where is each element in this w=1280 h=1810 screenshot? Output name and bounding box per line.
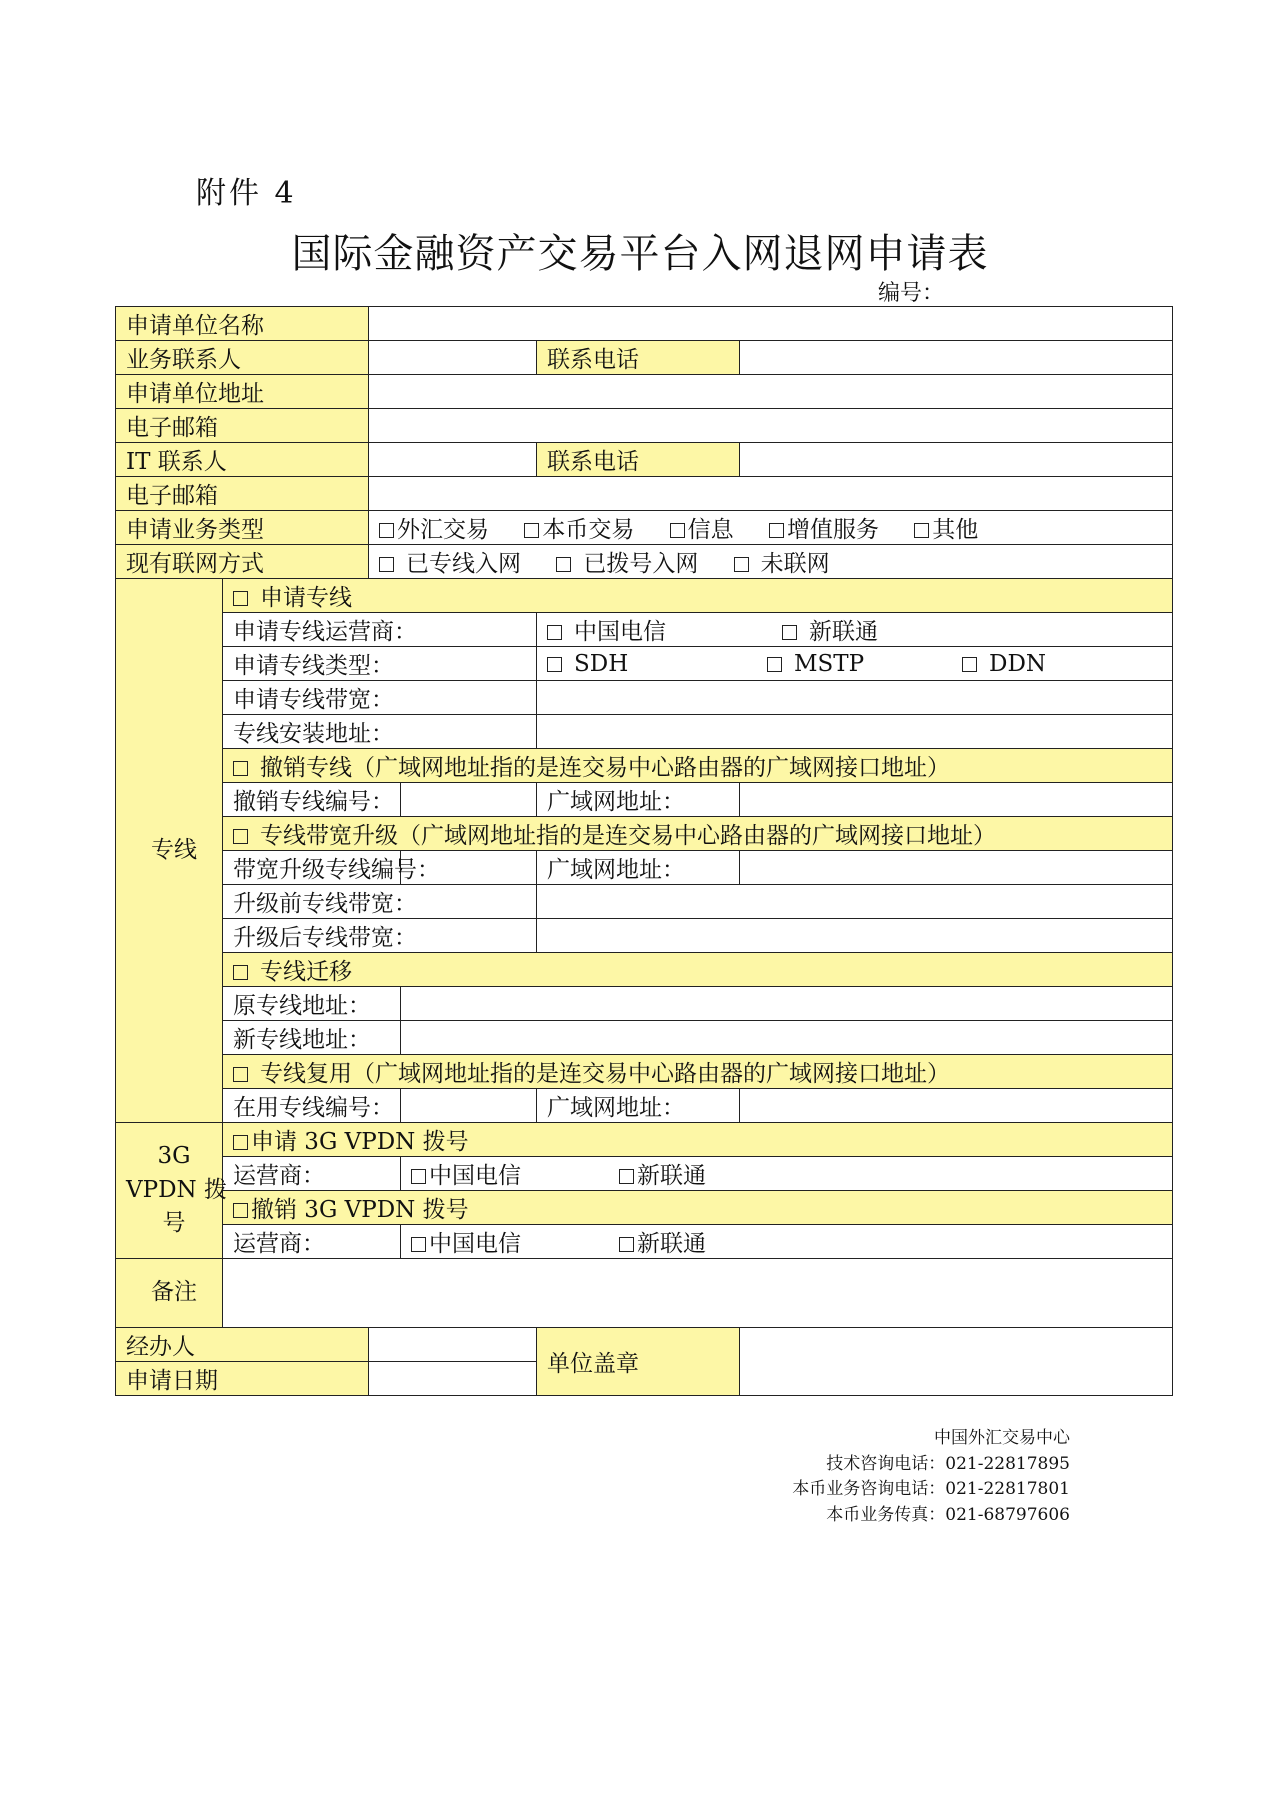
input-old-address[interactable]	[401, 987, 1173, 1021]
input-it-contact[interactable]	[369, 443, 537, 477]
seal-area[interactable]	[740, 1328, 1173, 1396]
input-line-bandwidth[interactable]	[537, 681, 1173, 715]
row-email	[116, 409, 1173, 443]
label-biz-phone: 联系电话	[537, 341, 740, 375]
checkbox-icon	[233, 1067, 248, 1082]
input-date[interactable]	[369, 1362, 537, 1396]
serial-number-label: 编号：	[878, 281, 945, 306]
section-vpdn: 3G VPDN 拨 号	[116, 1123, 223, 1259]
row-conn-mode	[116, 545, 1173, 579]
checkbox-icon	[233, 829, 248, 844]
label-conn-mode: 现有联网方式	[116, 545, 369, 579]
checkbox-cancel-vpdn[interactable]: 撤销 3G VPDN 拨号	[223, 1191, 1173, 1225]
checkbox-icon	[233, 1203, 248, 1218]
label-line-type: 申请专线类型：	[223, 647, 537, 681]
input-remarks[interactable]	[223, 1259, 1173, 1328]
input-biz-contact[interactable]	[369, 341, 537, 375]
checkbox-icon	[670, 523, 685, 538]
checkbox-rmb[interactable]: 本币交易	[524, 511, 634, 544]
input-new-address[interactable]	[401, 1021, 1173, 1055]
label-biz-contact: 业务联系人	[116, 341, 369, 375]
row-handler	[116, 1328, 1173, 1362]
row-cancel-line-no	[116, 783, 1173, 817]
checkbox-icon	[411, 1169, 426, 1184]
row-applicant-name	[116, 307, 1173, 341]
input-email[interactable]	[369, 409, 1173, 443]
application-form	[115, 306, 1173, 1396]
row-apply-line	[116, 579, 1173, 613]
checkbox-icon	[547, 625, 562, 640]
label-in-use-line-no: 在用专线编号：	[223, 1089, 401, 1123]
checkbox-upgrade-bandwidth[interactable]: 专线带宽升级（广域网地址指的是连交易中心路由器的广域网接口地址）	[223, 817, 1173, 851]
checkbox-icon	[379, 523, 394, 538]
label-it-phone: 联系电话	[537, 443, 740, 477]
row-cancel-line	[116, 749, 1173, 783]
row-biz-type	[116, 511, 1173, 545]
row-biz-contact	[116, 341, 1173, 375]
attachment-label: 附件 4	[196, 176, 297, 211]
row-old-address	[116, 987, 1173, 1021]
label-new-address: 新专线地址：	[223, 1021, 401, 1055]
row-address	[116, 375, 1173, 409]
checkbox-icon	[379, 557, 394, 572]
form-title: 国际金融资产交易平台入网退网申请表	[291, 231, 989, 277]
checkbox-icon	[769, 523, 784, 538]
checkbox-icon	[233, 965, 248, 980]
checkbox-icon	[547, 657, 562, 672]
label-install-address: 专线安装地址：	[223, 715, 537, 749]
row-install-address	[116, 715, 1173, 749]
checkbox-icon	[962, 657, 977, 672]
checkbox-icon	[524, 523, 539, 538]
row-vpdn-carrier-cancel	[116, 1225, 1173, 1259]
row-bandwidth-after	[116, 919, 1173, 953]
row-upgrade-line-no	[116, 851, 1173, 885]
checkbox-value-added[interactable]: 增值服务	[769, 511, 879, 544]
checkbox-china-telecom[interactable]: 中国电信	[411, 1225, 619, 1258]
label-bandwidth-before: 升级前专线带宽：	[223, 885, 537, 919]
row-upgrade-line	[116, 817, 1173, 851]
row-line-carrier	[116, 613, 1173, 647]
checkbox-mstp[interactable]: MSTP	[767, 651, 962, 677]
checkbox-icon	[233, 1135, 248, 1150]
line-type-options	[537, 647, 1173, 681]
input-handler[interactable]	[369, 1328, 537, 1362]
checkbox-sdh[interactable]: SDH	[547, 651, 767, 677]
biz-type-options	[369, 511, 1173, 545]
label-wan-address: 广域网地址：	[537, 783, 740, 817]
checkbox-apply-line[interactable]: 申请专线	[223, 579, 1173, 613]
checkbox-china-unicom[interactable]: 新联通	[782, 613, 878, 646]
label-handler: 经办人	[116, 1328, 369, 1362]
checkbox-icon	[767, 657, 782, 672]
label-wan-address: 广域网地址：	[537, 1089, 740, 1123]
input-bandwidth-after[interactable]	[537, 919, 1173, 953]
checkbox-info[interactable]: 信息	[670, 511, 734, 544]
footer-fax: 本币业务传真：021-68797606	[826, 1504, 1070, 1525]
input-in-use-line-no[interactable]	[401, 1089, 537, 1123]
checkbox-not-connected[interactable]: 未联网	[734, 545, 830, 578]
checkbox-icon	[619, 1169, 634, 1184]
row-apply-vpdn	[116, 1123, 1173, 1157]
label-bandwidth-after: 升级后专线带宽：	[223, 919, 537, 953]
vpdn-carrier-options	[401, 1157, 1173, 1191]
input-it-email[interactable]	[369, 477, 1173, 511]
label-address: 申请单位地址	[116, 375, 369, 409]
input-address[interactable]	[369, 375, 1173, 409]
footer-org: 中国外汇交易中心	[934, 1428, 1070, 1448]
label-applicant-name: 申请单位名称	[116, 307, 369, 341]
row-line-bandwidth	[116, 681, 1173, 715]
input-it-phone[interactable]	[740, 443, 1173, 477]
checkbox-china-unicom[interactable]: 新联通	[619, 1157, 706, 1190]
checkbox-icon	[411, 1237, 426, 1252]
label-upgrade-line-no: 带宽升级专线编号：	[223, 851, 401, 885]
row-bandwidth-before	[116, 885, 1173, 919]
label-wan-address: 广域网地址：	[537, 851, 740, 885]
row-vpdn-carrier	[116, 1157, 1173, 1191]
checkbox-fx[interactable]: 外汇交易	[379, 511, 489, 544]
label-line-carrier: 申请专线运营商：	[223, 613, 537, 647]
checkbox-reuse-line[interactable]: 专线复用（广域网地址指的是连交易中心路由器的广域网接口地址）	[223, 1055, 1173, 1089]
label-email: 电子邮箱	[116, 409, 369, 443]
label-biz-type: 申请业务类型	[116, 511, 369, 545]
checkbox-icon	[619, 1237, 634, 1252]
label-remarks: 备注	[116, 1259, 223, 1328]
footer-rmb-phone: 本币业务咨询电话：021-22817801	[792, 1479, 1070, 1499]
label-old-address: 原专线地址：	[223, 987, 401, 1021]
label-date: 申请日期	[116, 1362, 369, 1396]
checkbox-china-telecom[interactable]: 中国电信	[547, 613, 782, 646]
checkbox-other[interactable]: 其他	[914, 511, 978, 544]
input-wan-address[interactable]	[740, 1089, 1173, 1123]
checkbox-dialup[interactable]: 已拨号入网	[556, 545, 698, 578]
label-it-email: 电子邮箱	[116, 477, 369, 511]
label-cancel-line-no: 撤销专线编号：	[223, 783, 401, 817]
row-remarks	[116, 1259, 1173, 1328]
conn-mode-options	[369, 545, 1173, 579]
input-wan-address[interactable]	[740, 783, 1173, 817]
label-vpdn-carrier: 运营商：	[223, 1157, 401, 1191]
checkbox-icon	[233, 761, 248, 776]
checkbox-icon	[233, 591, 248, 606]
row-in-use-line-no	[116, 1089, 1173, 1123]
input-biz-phone[interactable]	[740, 341, 1173, 375]
checkbox-cancel-line[interactable]: 撤销专线（广域网地址指的是连交易中心路由器的广域网接口地址）	[223, 749, 1173, 783]
checkbox-migrate-line[interactable]: 专线迁移	[223, 953, 1173, 987]
row-it-contact	[116, 443, 1173, 477]
footer-tech-phone: 技术咨询电话：021-22817895	[826, 1453, 1070, 1474]
checkbox-apply-vpdn[interactable]: 申请 3G VPDN 拨号	[223, 1123, 1173, 1157]
label-line-bandwidth: 申请专线带宽：	[223, 681, 537, 715]
checkbox-icon	[782, 625, 797, 640]
input-bandwidth-before[interactable]	[537, 885, 1173, 919]
input-cancel-line-no[interactable]	[401, 783, 537, 817]
line-carrier-options	[537, 613, 1173, 647]
checkbox-china-telecom[interactable]: 中国电信	[411, 1157, 619, 1190]
checkbox-icon	[914, 523, 929, 538]
checkbox-ddn[interactable]: DDN	[962, 651, 1046, 677]
label-it-contact: IT 联系人	[116, 443, 369, 477]
input-applicant-name[interactable]	[369, 307, 1173, 341]
row-line-type	[116, 647, 1173, 681]
input-wan-address[interactable]	[740, 851, 1173, 885]
label-seal: 单位盖章	[537, 1328, 740, 1396]
section-leased-line: 专线	[116, 579, 223, 1123]
row-new-address	[116, 1021, 1173, 1055]
row-reuse-line	[116, 1055, 1173, 1089]
row-it-email	[116, 477, 1173, 511]
vpdn-carrier-options	[401, 1225, 1173, 1259]
row-cancel-vpdn	[116, 1191, 1173, 1225]
checkbox-china-unicom[interactable]: 新联通	[619, 1225, 706, 1258]
input-install-address[interactable]	[537, 715, 1173, 749]
checkbox-leased-line[interactable]: 已专线入网	[379, 545, 521, 578]
row-migrate-line	[116, 953, 1173, 987]
checkbox-icon	[556, 557, 571, 572]
checkbox-icon	[734, 557, 749, 572]
label-vpdn-carrier: 运营商：	[223, 1225, 401, 1259]
contact-footer	[792, 1426, 1070, 1528]
